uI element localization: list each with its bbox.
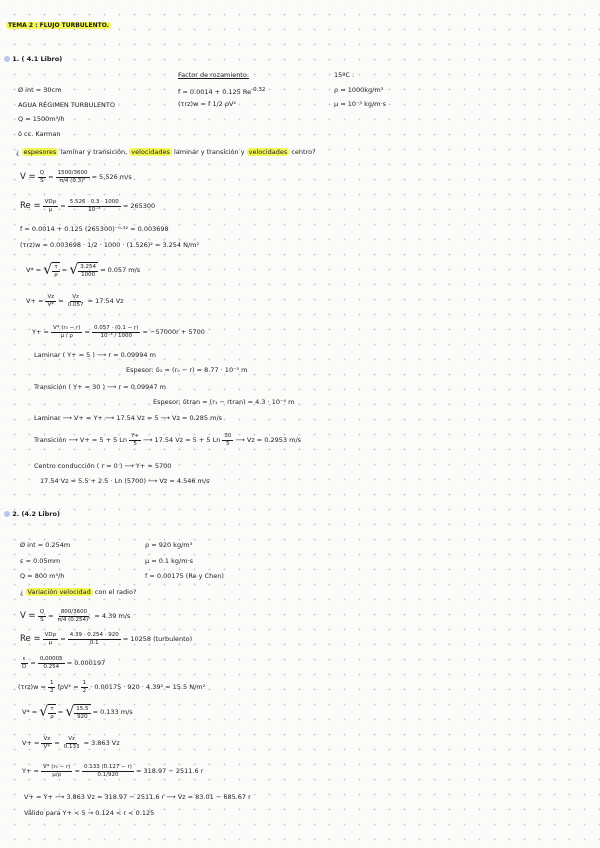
p1-flow: Q = 1500m³/h <box>18 115 65 123</box>
sqrt-1 <box>39 704 55 720</box>
frac-den: ρ <box>50 713 54 720</box>
p1-friction-head: Factor de rozamiento: <box>178 71 250 79</box>
frac-num: 0.133 (0.127 − r) <box>84 764 132 770</box>
p2-tau-eq <box>18 677 205 697</box>
p2-friction: f = 0.00175 (Re y Chen) <box>145 572 224 580</box>
eq-sign: = <box>60 635 66 643</box>
p1-reynolds-eq <box>20 195 155 217</box>
frac-num: 4.39 · 0.254 · 920 <box>69 632 119 638</box>
yplus-frac-2 <box>82 764 134 778</box>
title-text: TEMA 2 : FLUJO TURBULENTO. <box>8 22 109 29</box>
frac-num: 5.526 · 0.3 · 1000 <box>69 199 119 205</box>
friction-exp: -0.32 <box>251 87 266 93</box>
tau-frac-2 <box>81 680 89 694</box>
bullet-icon <box>4 56 10 62</box>
p1-vstar-eq <box>26 258 140 282</box>
frac-den: π/4 (0.254)² <box>57 616 91 623</box>
frac-num: ε <box>22 656 26 662</box>
vplus-result: = 3.863 Vz <box>83 739 120 747</box>
q-end: centro? <box>291 148 316 156</box>
frac-den: S <box>40 177 44 184</box>
vplus-frac-2 <box>66 294 86 308</box>
problem-2-label <box>4 510 60 518</box>
p1-velocity-eq <box>20 166 132 188</box>
frac-den: 0.1 <box>89 639 99 646</box>
yplus-result: = 318.97 − 2511.6 r <box>136 767 204 775</box>
frac-den: 10⁻³ <box>88 206 101 213</box>
vstar-frac <box>52 264 60 278</box>
p1-diameter: Ø int = 30cm <box>18 86 62 94</box>
p2-relative-roughness <box>20 652 105 674</box>
problem-2-label-text: 2. (4.2 Libro) <box>12 510 60 518</box>
frac-den: 1000 <box>81 271 96 278</box>
yplus-lhs: Y+ = <box>22 767 39 775</box>
vplus-result: = 17.54 Vz <box>87 297 124 305</box>
vstar-frac-2 <box>74 706 90 720</box>
p1-regime: AGUA RÉGIMEN TURBULENTO <box>18 101 115 109</box>
yplus-frac <box>41 764 72 778</box>
yplus-result: = −57000r + 5700 <box>142 328 205 336</box>
p2-vstar-eq <box>22 700 133 724</box>
p1-temp: 15ºC : <box>334 71 355 79</box>
re-fraction-2 <box>68 199 121 213</box>
frac-den: 0.133 <box>63 743 80 750</box>
p1-transicion: Transición ( Y+ = 30 ) ⟶ r = 0.09947 m <box>34 383 166 391</box>
radical-icon: √ <box>65 704 75 720</box>
frac-den: μ <box>48 206 53 213</box>
sqrt-2 <box>69 262 98 278</box>
frac-den: 5 <box>226 440 230 447</box>
q-end: con el radio? <box>94 588 137 596</box>
frac-den: μ / ρ <box>60 332 73 339</box>
eq-sign: = <box>60 202 66 210</box>
vplus-lhs: V+ = <box>22 739 40 747</box>
eq-sign: = <box>48 612 54 620</box>
frac-num: Q <box>39 170 45 176</box>
frac-num: 1 <box>49 680 54 686</box>
tau-mid: fρV² = <box>57 683 79 691</box>
vstar-lhs: V* = <box>26 266 42 274</box>
p1-density: ρ = 1000kg/m³ <box>334 86 384 94</box>
p2-velocity-profile: V+ = Y+ ⟶ 3.863 Vz = 318.97 − 2511.6 r ⟶ Vz = 83.01 − 685.67 r <box>24 793 251 801</box>
p2-velocity-eq <box>20 605 130 627</box>
frac-den: ρ <box>54 271 58 278</box>
frac-num: 30 <box>224 433 232 439</box>
q-highlight-velocidades-1: velocidades <box>131 148 170 156</box>
frac-den: 2 <box>49 687 54 694</box>
p1-viscosity: μ = 10⁻³ kg/m·s <box>334 100 386 108</box>
bullet-icon <box>4 511 10 517</box>
v-fraction-2 <box>56 609 93 623</box>
radical-icon: √ <box>39 704 49 720</box>
frac-num: V* (r₀ − r) <box>43 764 71 770</box>
sqrt-2 <box>65 704 90 720</box>
radical-icon: √ <box>43 262 53 278</box>
frac-den: 920 <box>77 713 88 720</box>
vplus-frac <box>41 736 52 750</box>
frac-num: 0.057 · (0.1 − r) <box>94 325 139 331</box>
frac-den: 0.254 <box>43 663 60 670</box>
p2-vplus-eq <box>22 732 120 754</box>
problem-1-label <box>4 55 62 63</box>
v-result: = 5.526 m/s <box>91 173 132 181</box>
tran-frac-2 <box>222 433 233 447</box>
p1-espesor-transicion: Espesor: δtran = (r₁ − rtran) = 4.3 · 10⁻⁴ m <box>153 398 295 406</box>
p2-diameter: Ø int = 0.254m <box>20 541 71 549</box>
v-fraction <box>38 609 46 623</box>
q-highlight-variacion: Variación velocidad <box>27 588 91 596</box>
frac-num: 0.00005 <box>39 656 63 662</box>
tran-frac-1 <box>129 433 141 447</box>
tau-frac-1 <box>48 680 56 694</box>
q-highlight-espesores: espesores <box>23 148 57 156</box>
frac-den: μ/ρ <box>52 771 62 778</box>
frac-num: τ <box>54 264 58 270</box>
vstar-lhs: V* = <box>22 708 38 716</box>
frac-num: Vz <box>68 736 75 742</box>
tran-c: ⟶ Vz = 0.2953 m/s <box>235 436 302 444</box>
p1-espesor-laminar: Espesor: δ₁ = (r₀ − r) = 8.77 · 10⁻⁵ m <box>126 366 248 374</box>
frac-num: 1 <box>82 680 87 686</box>
vstar-frac-2 <box>78 264 98 278</box>
vplus-frac-2 <box>62 736 82 750</box>
eq-sign: = <box>57 708 64 716</box>
problem-1-label-text: 1. ( 4.1 Libro) <box>12 55 63 63</box>
p1-tau-calc: (τrz)w = 0.003698 · 1/2 · 1000 · (1.526)² = 3.254 N/m² <box>20 241 200 249</box>
re-fraction <box>43 199 59 213</box>
vplus-frac <box>45 294 56 308</box>
p1-centro: Centro conducción ( r = 0 ) ⟶ Y+ = 5700 <box>34 462 172 470</box>
q-open: ¿ <box>16 148 20 156</box>
eq-sign: = <box>61 266 68 274</box>
frac-den: S <box>40 616 44 623</box>
frac-num: Vz <box>47 294 55 300</box>
eps-frac-2 <box>38 656 65 670</box>
p2-reynolds-eq <box>20 628 192 650</box>
frac-num: VDρ <box>44 632 57 638</box>
frac-num: 800/3600 <box>60 609 88 615</box>
frac-den: D <box>22 663 27 670</box>
v-result: = 4.39 m/s <box>94 612 131 620</box>
frac-den: V* <box>43 743 51 750</box>
eq-sign: = <box>54 739 60 747</box>
eq-sign: = <box>58 297 64 305</box>
vstar-frac <box>48 706 56 720</box>
p1-vplus-eq <box>26 290 124 312</box>
eq-sign: = <box>30 659 36 667</box>
yplus-lhs: Y+ = <box>32 328 49 336</box>
frac-num: Q <box>39 609 45 615</box>
p2-yplus-eq <box>22 760 203 782</box>
frac-num: Vz <box>72 294 79 300</box>
re-lhs: Re = <box>20 634 41 644</box>
p2-viscosity: μ = 0.1 kg/m·s <box>145 557 193 565</box>
sqrt-1 <box>43 262 59 278</box>
p1-friction-calc: f = 0.0014 + 0.125 (265300)⁻⁰·³² = 0.003698 <box>20 225 169 233</box>
frac-num: τ <box>50 706 54 712</box>
page-title <box>6 22 111 30</box>
re-result: = 265300 <box>122 202 156 210</box>
eq-sign: = <box>74 767 80 775</box>
eps-result: = 0.000197 <box>66 659 106 667</box>
p1-transicion-velocity <box>34 430 301 450</box>
frac-num: Vz <box>43 736 51 742</box>
v-fraction-2 <box>56 170 90 184</box>
yplus-frac-2 <box>92 325 140 339</box>
tau-result: · 0.00175 · 920 · 4.39² = 15.5 N/m² <box>90 683 206 691</box>
frac-den: 5 <box>133 440 137 447</box>
eq-sign: = <box>84 328 90 336</box>
p1-laminar: Laminar ( Y+ = 5 ) ⟶ r = 0.09994 m <box>34 351 156 359</box>
p1-question <box>16 148 316 156</box>
eq-sign: = <box>48 173 54 181</box>
frac-den: 0.057 <box>67 301 84 308</box>
tran-a: Transición ⟶ V+ = 5 + 5 Ln <box>34 436 128 444</box>
frac-den: 2 <box>82 687 87 694</box>
p2-roughness: ε = 0.05mm <box>20 557 61 565</box>
p1-laminar-velocity: Laminar ⟶ V+ = Y+ ⟶ 17.54 Vz = 5 ⟶ Vz = 0.285 m/s <box>34 414 223 422</box>
frac-den: 0.1/920 <box>97 771 119 778</box>
v-lhs: V = <box>20 172 36 182</box>
re-fraction <box>43 632 59 646</box>
vstar-result: = 0.133 m/s <box>92 708 133 716</box>
p1-tau-eq: (τrz)w = f 1/2 ρV² <box>178 100 237 108</box>
v-fraction <box>38 170 46 184</box>
frac-num: 15.5 <box>76 706 89 712</box>
v-lhs: V = <box>20 611 36 621</box>
frac-den: 10⁻³ / 1000 <box>100 332 132 339</box>
p1-yplus-eq <box>32 321 205 343</box>
q-open: ¿ <box>20 588 24 596</box>
frac-num: VDρ <box>44 199 57 205</box>
p2-validity: Válido para Y+ < 5 → 0.124 < r < 0.125 <box>24 809 155 817</box>
yplus-frac <box>51 325 82 339</box>
q-mid2: laminar y transición y <box>173 148 245 156</box>
vstar-result: = 0.057 m/s <box>100 266 141 274</box>
frac-den: π/4 (0.3)² <box>59 177 86 184</box>
re-result: = 10258 (turbulento) <box>122 635 193 643</box>
eps-frac <box>20 656 28 670</box>
radical-icon: √ <box>69 262 79 278</box>
vplus-lhs: V+ = <box>26 297 44 305</box>
tau-lhs: (τrz)w = <box>18 683 46 691</box>
frac-den: V* <box>47 301 55 308</box>
frac-num: Y+ <box>131 433 140 439</box>
re-fraction-2 <box>68 632 121 646</box>
friction-eq-text: f = 0.0014 + 0.125 Re <box>178 88 252 97</box>
p2-density: ρ = 920 kg/m³ <box>145 541 193 549</box>
q-mid1: laminar y transición, <box>60 148 128 156</box>
p1-centro-velocity: 17.54 Vz = 5.5 + 2.5 · Ln (5700) ⟶ Vz = 4.546 m/s <box>40 477 210 485</box>
q-highlight-velocidades-2: velocidades <box>248 148 288 156</box>
frac-num: 3.254 <box>80 264 96 270</box>
frac-num: 1500/3600 <box>57 170 88 176</box>
p1-karman: δ cc. Karman <box>18 130 61 138</box>
p2-flow: Q = 800 m³/h <box>20 572 65 580</box>
frac-den: μ <box>48 639 53 646</box>
frac-num: V* (r₀ − r) <box>53 325 81 331</box>
re-lhs: Re = <box>20 201 41 211</box>
tran-b: ⟶ 17.54 Vz = 5 + 5 Ln <box>143 436 221 444</box>
p2-question <box>20 588 136 596</box>
p1-friction-eq <box>178 86 265 96</box>
